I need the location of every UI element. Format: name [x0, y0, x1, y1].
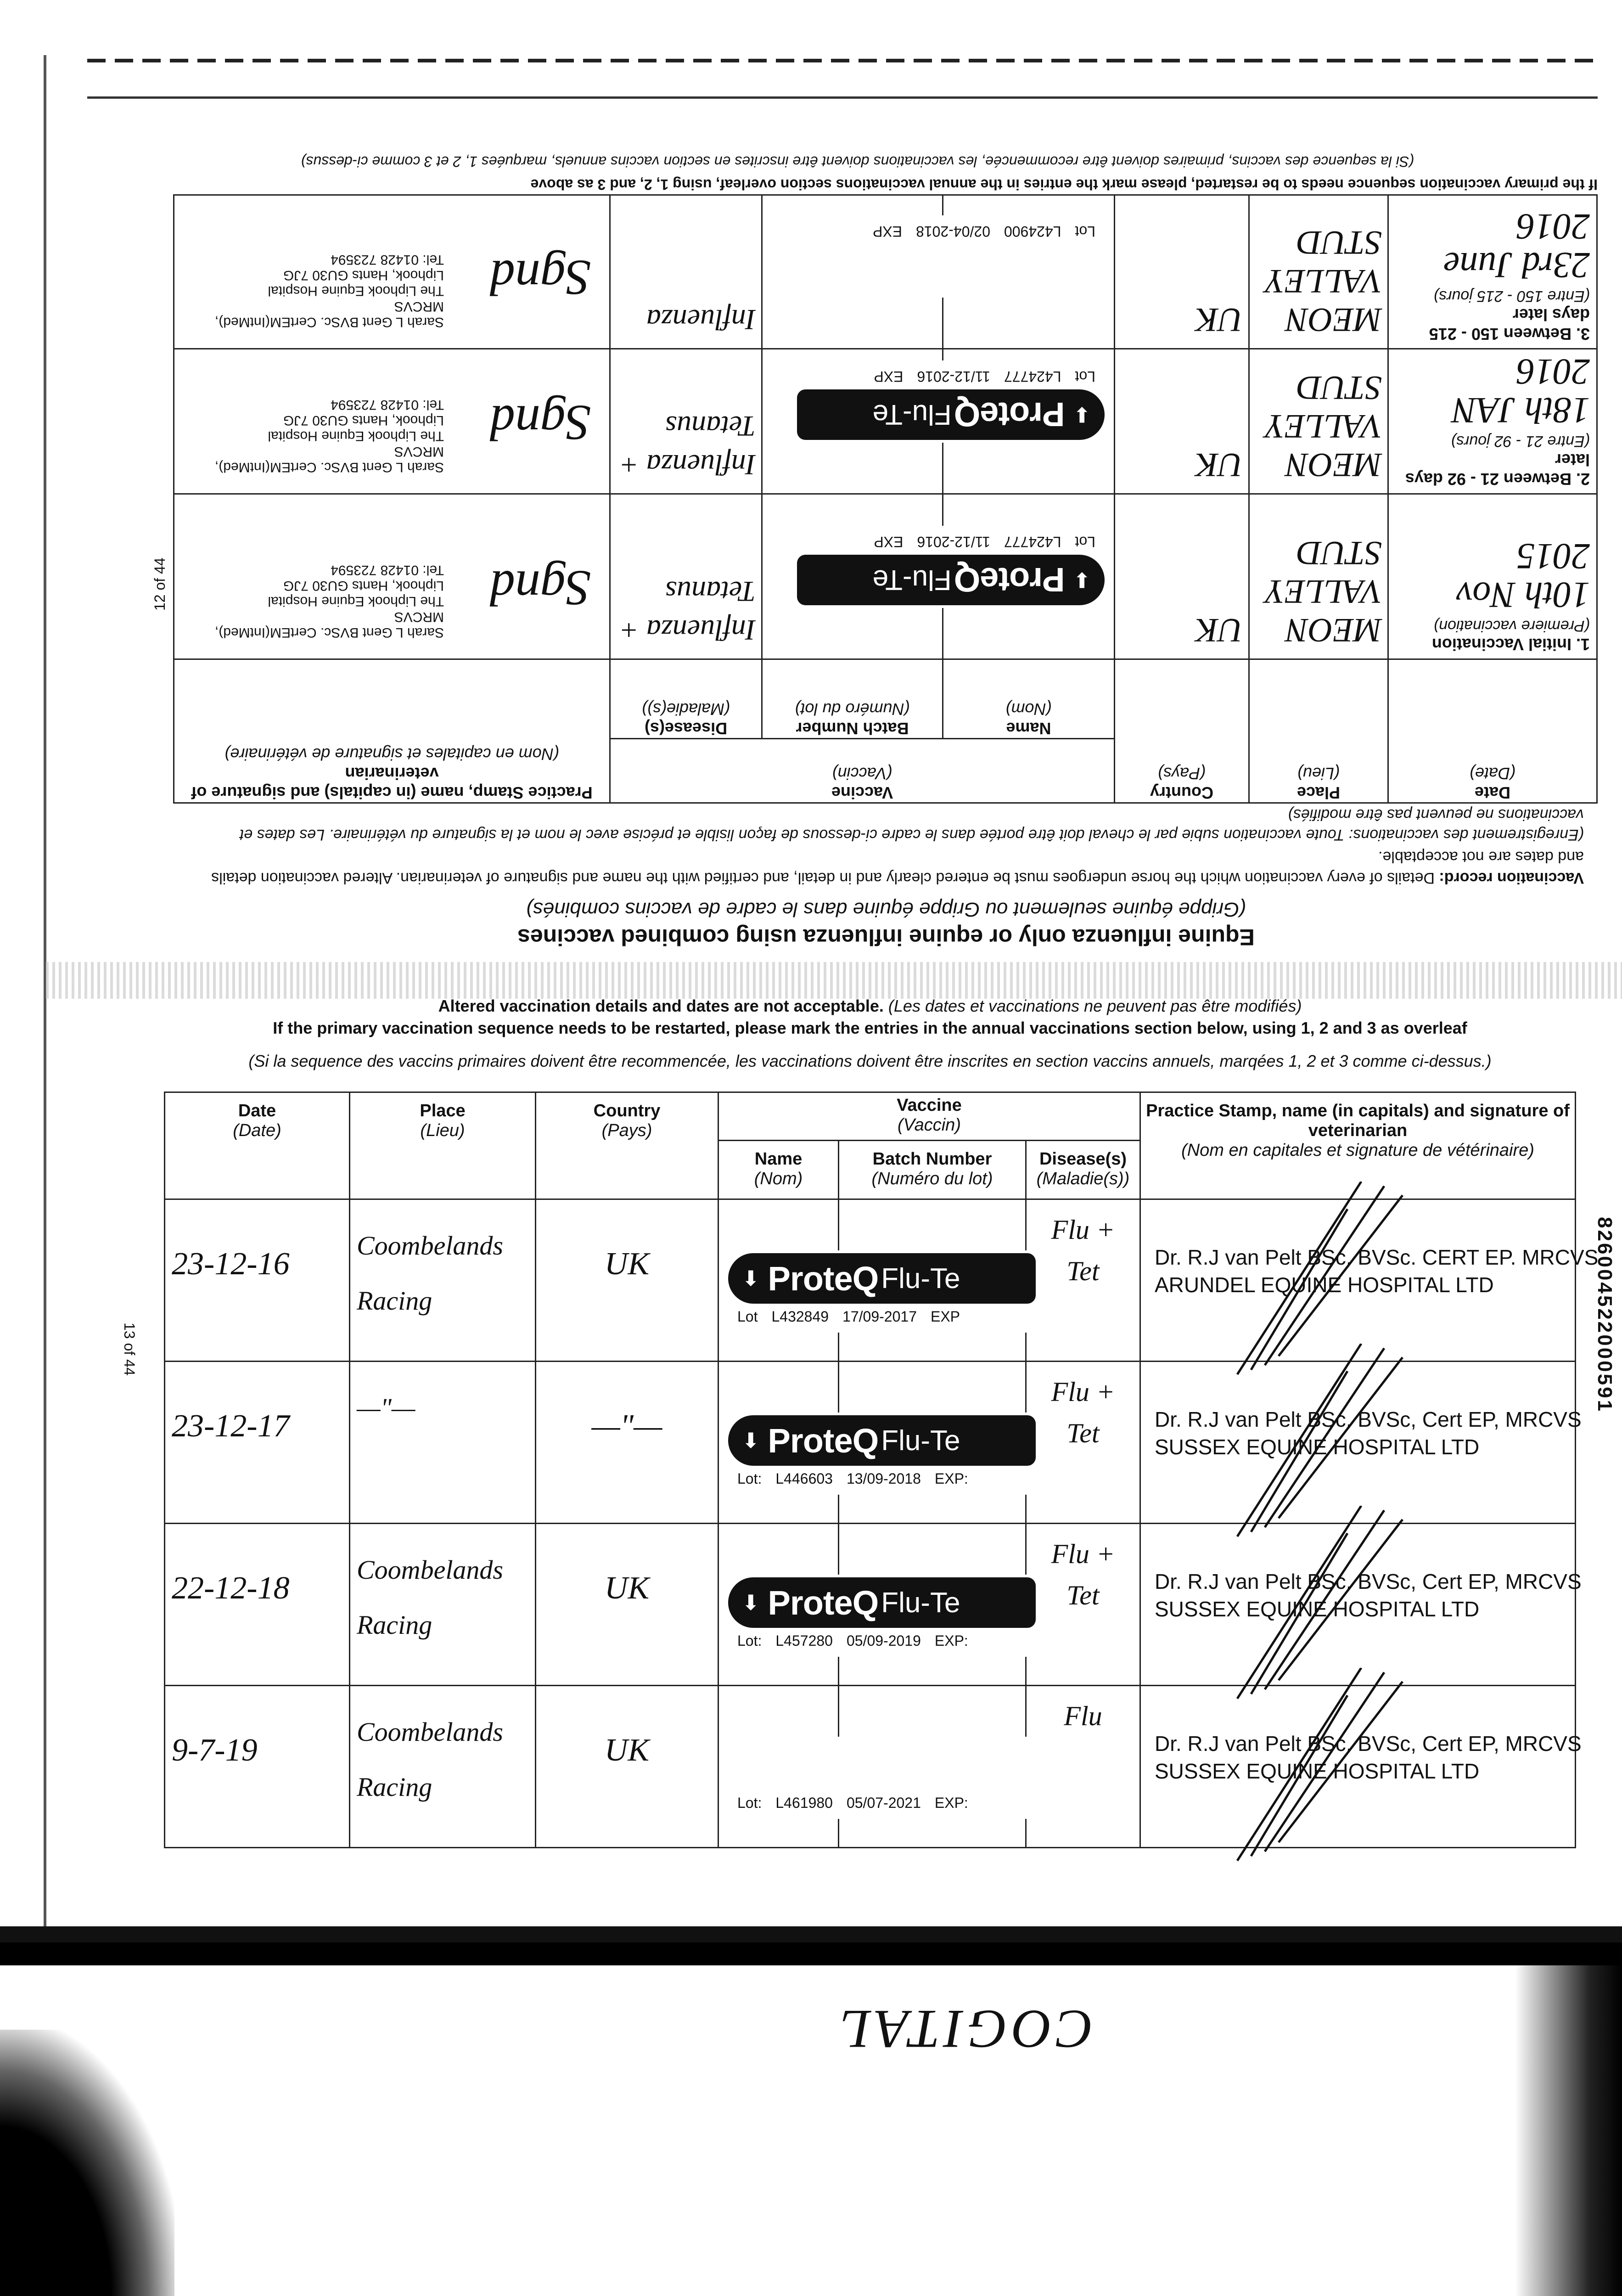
scan-shadow-band: [0, 1942, 1622, 1965]
name: Name: [754, 1149, 803, 1169]
notice-bold: Altered vaccination details and dates are not acceptable.: [438, 996, 884, 1015]
exp-label: EXP: [874, 368, 904, 385]
vaccine-brand: ProteQ: [768, 1421, 879, 1460]
exp-label: EXP: [872, 223, 903, 240]
name-fr: (Nom): [1005, 700, 1052, 719]
signature-scribble: [1210, 1668, 1439, 1865]
stamp-cell: [1140, 1686, 1582, 1848]
3: Tel: 01428 723594: [331, 252, 444, 267]
disease-fr: (Maladie(s)): [641, 700, 730, 719]
label-fr: (Entre 21 - 92 jours): [1451, 433, 1590, 450]
practice-stamp: [168, 562, 444, 640]
country: UK: [1195, 611, 1243, 649]
annual-vaccination-table: [164, 1092, 1599, 1848]
stamp-cell: [174, 195, 610, 349]
stamp-practice: ARUNDEL EQUINE HOSPITAL LTD: [1155, 1273, 1494, 1297]
date-fr: (Date): [233, 1121, 281, 1140]
exp-label: EXP:: [934, 1632, 968, 1649]
lot-line: [774, 218, 1105, 244]
name-cell: [872, 349, 1115, 494]
batch-number: L457280: [775, 1632, 833, 1649]
batch-fr: (Numéro du lot): [795, 700, 910, 719]
restart-note-fr: (Si la sequence des vaccins, primaires doivent être recommencée, les vaccinations doivent être inscrites en section vaccins annuels, marquées 1, 2 et 3 comme ci-dessus): [301, 153, 1414, 170]
vaccine-variant: Flu-Te: [872, 564, 952, 596]
country-fr: (Pays): [1158, 764, 1206, 783]
stamp-name: Dr. R.J van Pelt BSc. BVSc, Cert EP, MRCVS: [1155, 1407, 1582, 1431]
vaccine-label-sticker: [774, 526, 1105, 608]
record-instructions: [188, 846, 1584, 889]
name-cell: [872, 494, 1115, 659]
page-top-line: [87, 96, 1598, 99]
expiry-date: 05/07-2021: [846, 1795, 921, 1811]
country: UK: [604, 1570, 650, 1606]
diseases: Flu + Tet: [1051, 1377, 1115, 1448]
header-batch: [839, 1141, 1026, 1199]
handwritten-note: COGITAL: [836, 1999, 1094, 2060]
name-cell: [718, 1524, 968, 1686]
stamp: Practice Stamp, name (in capitals) and signature of veterinarian: [191, 764, 593, 802]
date: Date: [238, 1101, 276, 1120]
table-row: [165, 1199, 1576, 1362]
proteq-flu-te-logo: [728, 1577, 1036, 1628]
vaccine-variant: Flu-Te: [881, 1587, 960, 1619]
country-cell: [1115, 494, 1249, 659]
disease-fr: (Maladie(s)): [1036, 1169, 1130, 1188]
date-value: 18th JAN 2016: [1452, 351, 1590, 430]
stamp-cell: [174, 349, 610, 494]
place: MEON VALLEY STUD: [1265, 224, 1382, 338]
date-fr: (Date): [1469, 764, 1516, 783]
batch-number: L424777: [1004, 368, 1061, 385]
expiry-date: 17/09-2017: [842, 1308, 917, 1325]
page-top-edge: [87, 59, 1598, 62]
stamp-practice: SUSSEX EQUINE HOSPITAL LTD: [1155, 1597, 1480, 1621]
batch: Batch Number: [796, 719, 909, 738]
2: Liphook, Hants GU30 7JG: [283, 268, 444, 283]
page-divider: [46, 962, 1622, 999]
header-place: [350, 1092, 536, 1199]
header-disease: [610, 659, 762, 739]
batch-number: L424777: [1004, 534, 1061, 550]
name-cell: [718, 1686, 968, 1848]
date-cell: [165, 1686, 350, 1848]
date-value: 23-12-16: [172, 1246, 290, 1282]
table-row: [174, 349, 1597, 494]
date: Date: [1474, 783, 1511, 802]
lot-line: [728, 1304, 1059, 1330]
place-cell: [1249, 494, 1388, 659]
lot-label: Lot: [1075, 223, 1095, 240]
vaccine-brand: ProteQ: [768, 1259, 879, 1298]
section-subtitle: (Grippe équine seulement ou Grippe équine dans le cadre de vaccins combinés): [526, 898, 1246, 921]
header-country: [536, 1092, 718, 1199]
2: Liphook, Hants GU30 7JG: [283, 413, 444, 428]
diseases: Influenza + Tetanus: [619, 410, 756, 481]
label: 1. Initial Vaccination: [1431, 635, 1590, 654]
vaccine-label-sticker: [728, 1737, 1059, 1819]
place-fr: (Lieu): [1297, 764, 1340, 783]
place-cell: [350, 1362, 536, 1524]
arrow-icon: ⬇: [742, 1266, 760, 1290]
label-fr: (Entre 150 - 215 jours): [1433, 287, 1590, 305]
vaccine-brand: ProteQ: [768, 1583, 879, 1622]
header-name: [718, 1141, 839, 1199]
place-cell: [350, 1686, 536, 1848]
place: Place: [1296, 783, 1341, 802]
place-fr: (Lieu): [420, 1121, 465, 1140]
vaccine-brand: ProteQ: [954, 395, 1065, 434]
notice-fr: (Les dates et vaccinations ne peuvent pas être modifiés): [888, 996, 1302, 1015]
restart-notice-fr: (Si la sequence des vaccins primaires doivent être recommencée, les vaccinations doivent être inscrites en section vaccins annuels, marqées 1, 2 et 3 comme ci-dessus.): [248, 1052, 1492, 1070]
batch-number: L461980: [775, 1795, 833, 1811]
lot-label: Lot: [737, 1308, 758, 1325]
header-place: [1249, 659, 1388, 803]
disease-cell: [610, 349, 762, 494]
stamp-fr: (Nom en capitales et signature de vétérinaire): [1181, 1141, 1534, 1160]
signature: Sgnd: [490, 395, 591, 451]
restart-notice: If the primary vaccination sequence needs to be restarted, please mark the entries in the annual vaccinations section below, using 1, 2 and 3 as overleaf: [273, 1019, 1467, 1037]
country: UK: [604, 1733, 650, 1768]
disease: Disease(s): [644, 719, 728, 738]
vaccine-brand: ProteQ: [954, 561, 1065, 599]
page-number: 13 of 44: [121, 1322, 138, 1376]
lot-line: [728, 1628, 1059, 1654]
1: The Liphook Equine Hospital: [268, 428, 444, 444]
vaccine-fr: (Vaccin): [832, 764, 892, 783]
label-fr: (Premiere vaccination): [1433, 617, 1590, 635]
header-stamp: [174, 659, 610, 803]
country: UK: [1195, 301, 1243, 338]
restart-note: If the primary vaccination sequence needs to be restarted, please mark the entries in the annual vaccinations section overleaf, using 1, 2, and 3 as above: [530, 176, 1598, 193]
batch-fr: (Numéro du lot): [871, 1169, 993, 1188]
date-cell: [165, 1524, 350, 1686]
signature: Sgnd: [490, 250, 591, 306]
place-cell: [1249, 195, 1388, 349]
header-date: [1388, 659, 1597, 803]
exp-label: EXP:: [934, 1470, 968, 1487]
lot-label: Lot: [1075, 534, 1095, 550]
country: Country: [1150, 783, 1213, 802]
practice-stamp: [168, 252, 444, 330]
place: MEON VALLEY STUD: [1265, 534, 1382, 649]
place: Coombelands Racing: [357, 1717, 503, 1802]
proteq-flu-te-logo: [797, 555, 1105, 605]
stamp-cell: [1140, 1524, 1582, 1686]
date-cell: [1388, 349, 1597, 494]
vaccine-fr: (Vaccin): [898, 1115, 961, 1135]
stamp-cell: [1140, 1199, 1599, 1362]
stamp-cell: [174, 494, 610, 659]
1: The Liphook Equine Hospital: [268, 594, 444, 609]
diseases: Flu + Tet: [1051, 1539, 1115, 1610]
vaccine-label-sticker: [774, 360, 1105, 443]
place-cell: [350, 1199, 536, 1362]
header-batch: [762, 659, 943, 739]
stamp-fr: (Nom en capitales et signature de vétérinaire): [224, 745, 559, 764]
lot-label: Lot: [1075, 368, 1095, 385]
page-number: 12 of 44: [152, 557, 168, 611]
country-cell: [536, 1686, 718, 1848]
vaccine: Vaccine: [897, 1096, 962, 1115]
vaccine-variant: Flu-Te: [881, 1262, 960, 1294]
expiry-date: 13/09-2018: [846, 1470, 921, 1487]
scan-shadow-corner: [0, 2030, 174, 2296]
table-row: [165, 1686, 1576, 1848]
country: UK: [604, 1246, 650, 1282]
exp-label: EXP: [930, 1308, 960, 1325]
place: Coombelands Racing: [357, 1555, 503, 1640]
stamp-name: Dr. R.J van Pelt BSc. BVSc, Cert EP, MRCVS: [1155, 1570, 1582, 1593]
proteq-flu-te-logo: [728, 1253, 1036, 1304]
date-value: 9-7-19: [172, 1733, 258, 1768]
batch-number: L424900: [1004, 223, 1061, 240]
lot-label: Lot:: [737, 1795, 762, 1811]
country-cell: [536, 1199, 718, 1362]
disease-cell: [610, 494, 762, 659]
arrow-icon: ⬇: [742, 1429, 760, 1452]
date-cell: [165, 1362, 350, 1524]
name-cell: [718, 1362, 968, 1524]
expiry-date: 02/04-2018: [916, 223, 990, 240]
header-date: [165, 1092, 350, 1199]
proteq-flu-te-logo: [728, 1415, 1036, 1466]
3: Tel: 01428 723594: [331, 563, 444, 578]
date-value: 10th Nov 2015: [1456, 536, 1590, 615]
country-cell: [1115, 349, 1249, 494]
proteq-flu-te-logo: [797, 389, 1105, 440]
lot-line: [728, 1790, 1059, 1816]
country-cell: [536, 1362, 718, 1524]
stamp-cell: [1140, 1362, 1582, 1524]
disease-cell: [610, 195, 762, 349]
0: Sarah L Gent BVSc. CertEM(IntMed), MRCVS: [214, 444, 444, 475]
lot-label: Lot:: [737, 1470, 762, 1487]
diseases: Flu: [1064, 1701, 1102, 1731]
place: Coombelands Racing: [357, 1231, 503, 1316]
record-text: Details of every vaccination which the horse undergoes must be entered clearly and in detail, and certified with the name and signature of veterinarian. Altered vaccination details and dates are not acceptable.: [211, 848, 1584, 887]
place: Place: [420, 1101, 466, 1120]
altered-notice: [165, 996, 1575, 1016]
vaccine-label-sticker: [774, 215, 1105, 298]
diseases: Influenza: [646, 304, 756, 336]
date-value: 22-12-18: [172, 1570, 290, 1606]
exp-label: EXP:: [934, 1795, 968, 1811]
0: Sarah L Gent BVSc. CertEM(IntMed), MRCVS: [214, 299, 444, 330]
arrow-icon: ⬇: [1073, 568, 1091, 592]
stamp-practice: SUSSEX EQUINE HOSPITAL LTD: [1155, 1759, 1480, 1783]
vaccine: Vaccine: [831, 783, 893, 802]
place-cell: [350, 1524, 536, 1686]
signature: Sgnd: [490, 560, 591, 616]
name: Name: [1006, 719, 1051, 738]
place-cell: [1249, 349, 1388, 494]
diseases: Influenza + Tetanus: [619, 575, 756, 647]
expiry-date: 11/12-2016: [917, 368, 990, 385]
country: Country: [593, 1101, 661, 1120]
name-cell: [718, 1199, 960, 1362]
batch: Batch Number: [872, 1149, 992, 1169]
exp-label: EXP: [874, 534, 904, 550]
diseases: Flu + Tet: [1051, 1215, 1115, 1286]
section-title: Equine influenza only or equine influenza using combined vaccines: [517, 924, 1255, 950]
country-cell: [536, 1524, 718, 1686]
lot-label: Lot:: [737, 1632, 762, 1649]
place: MEON VALLEY STUD: [1265, 369, 1382, 484]
name-cell: [872, 195, 1115, 349]
stamp-name: Dr. R.J van Pelt BSc. BVSc. CERT EP. MRCVS: [1155, 1245, 1599, 1269]
label: 3. Between 150 - 215 days later: [1429, 305, 1590, 343]
disease: Disease(s): [1039, 1149, 1127, 1169]
lot-line: [774, 363, 1105, 389]
stamp-name: Dr. R.J van Pelt BSc. BVSc, Cert EP, MRCVS: [1155, 1732, 1582, 1756]
3: Tel: 01428 723594: [331, 397, 444, 412]
date-cell: [165, 1199, 350, 1362]
upper-page-inverted: [174, 147, 1598, 955]
header-country: [1115, 659, 1249, 803]
0: Sarah L Gent BVSc. CertEM(IntMed), MRCVS: [214, 609, 444, 640]
header-name: [943, 659, 1115, 739]
stamp: Practice Stamp, name (in capitals) and signature of veterinarian: [1146, 1101, 1570, 1140]
table-row: [174, 195, 1597, 349]
table-row: [174, 494, 1597, 659]
vaccine-variant: Flu-Te: [872, 399, 952, 431]
practice-stamp: [168, 397, 444, 475]
vaccine-variant: Flu-Te: [881, 1424, 960, 1457]
table-row: [165, 1524, 1576, 1686]
header-vaccine: [718, 1092, 1140, 1141]
table-row: [165, 1362, 1576, 1524]
place: —"—: [357, 1393, 415, 1423]
country: UK: [1195, 446, 1243, 484]
lot-line: [728, 1466, 1059, 1492]
stamp-practice: SUSSEX EQUINE HOSPITAL LTD: [1155, 1435, 1480, 1459]
header-vaccine: [610, 739, 1115, 803]
country: —"—: [591, 1408, 662, 1444]
arrow-icon: ⬇: [1073, 403, 1091, 427]
arrow-icon: ⬇: [742, 1591, 760, 1615]
expiry-date: 11/12-2016: [917, 534, 990, 550]
scan-shadow-edge: [1515, 1965, 1622, 2296]
date-value: 23rd June 2016: [1443, 206, 1590, 285]
vaccine-label-sticker: [728, 1575, 1059, 1657]
country-fr: (Pays): [601, 1121, 652, 1140]
header-disease: [1026, 1141, 1140, 1199]
primary-vaccination-table: [173, 194, 1598, 804]
batch-number: L446603: [775, 1470, 833, 1487]
2: Liphook, Hants GU30 7JG: [283, 578, 444, 593]
passport-id: 826004522000591: [1594, 1217, 1616, 1413]
expiry-date: 05/09-2019: [846, 1632, 921, 1649]
date-cell: [1388, 195, 1597, 349]
date-cell: [1388, 494, 1597, 659]
record-label: Vaccination record:: [1439, 869, 1584, 887]
vaccine-label-sticker: [728, 1250, 1059, 1333]
name-fr: (Nom): [754, 1169, 803, 1188]
record-instructions-fr: (Enregistrement des vaccinations: Toute vaccination subie par le cheval doit être portée dans le cadre ci-dessous de façon lisible et précise avec le nom et la signature du vétérinaire. Les dates et vaccinations ne peuvent pas être modifiés): [239, 806, 1584, 844]
batch-number: L432849: [771, 1308, 829, 1325]
vaccine-label-sticker: [728, 1412, 1059, 1495]
lot-line: [774, 529, 1105, 555]
label: 2. Between 21 - 92 days later: [1405, 450, 1590, 489]
country-cell: [1115, 195, 1249, 349]
date-value: 23-12-17: [172, 1408, 290, 1444]
1: The Liphook Equine Hospital: [268, 283, 444, 298]
